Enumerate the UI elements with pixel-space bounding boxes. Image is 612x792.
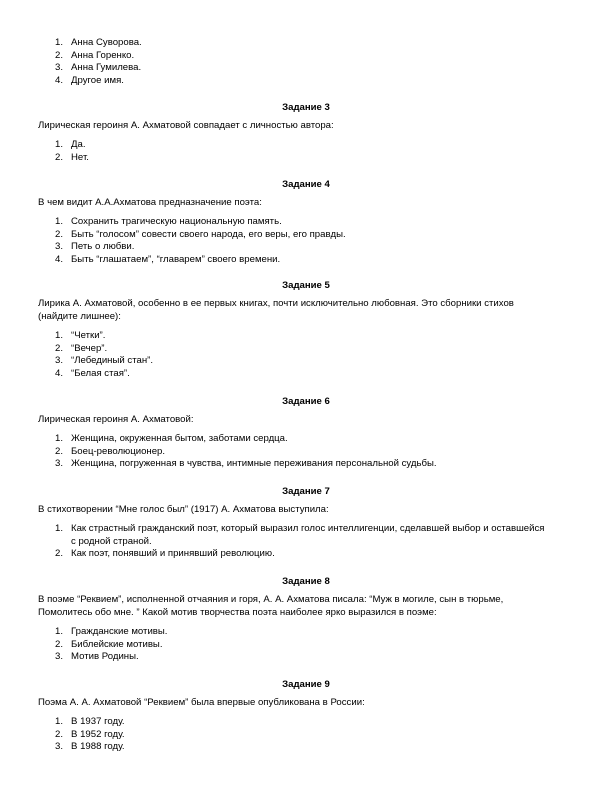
item-text: Анна Горенко. [71,50,135,61]
list-item [55,626,167,639]
task-question: В поэме “Реквием”, исполненной отчаяния и горя, А. А. Ахматова писала: “Муж в могиле, сын в тюрьме, [38,594,504,605]
item-text: Как страстный гражданский поэт, который выразил голос интеллигенции, сделавшей выбор и оставшейся [71,523,545,534]
item-text: В 1937 году. [71,716,125,727]
list-item [55,639,163,652]
list-item [55,62,141,75]
list-item [55,523,545,536]
item-text: Анна Суворова. [71,37,142,48]
list-item [55,139,86,152]
item-number: 3. [55,741,64,752]
list-item [55,343,107,356]
task-heading: Задание 8 [282,576,330,587]
task-question: Поэма А. А. Ахматовой “Реквием” была впервые опубликована в России: [38,697,365,708]
task-question: Лирическая героиня А. Ахматовой совпадает с личностью автора: [38,120,334,131]
item-number: 4. [55,254,64,265]
item-number: 2. [55,729,64,740]
list-item [55,330,105,343]
task-question: В чем видит А.А.Ахматова предназначение поэта: [38,197,262,208]
task-question-continued: (найдите лишнее): [38,311,121,322]
list-item [55,152,89,165]
item-text-continued: с родной страной. [71,536,152,547]
list-item [55,254,280,267]
task-heading: Задание 5 [282,280,330,291]
task-heading: Задание 4 [282,179,330,190]
item-number: 1. [55,626,64,637]
item-text: В 1988 году. [71,741,125,752]
item-text: Мотив Родины. [71,651,139,662]
item-text: Да. [71,139,86,150]
task-question-continued: Помолитесь обо мне. ” Какой мотив творчества поэта наиболее ярко выразился в поэме: [38,607,437,618]
item-text: Боец-революционер. [71,446,166,457]
item-text: Петь о любви. [71,241,135,252]
list-item [55,458,437,471]
item-number: 2. [55,446,64,457]
item-number: 4. [55,75,64,86]
list-item [55,50,134,63]
item-text: Сохранить трагическую национальную память. [71,216,282,227]
item-number: 2. [55,50,64,61]
list-item [55,548,275,561]
item-number: 1. [55,37,64,48]
list-item [55,651,139,664]
item-number: 3. [55,241,64,252]
task-heading: Задание 3 [282,102,330,113]
item-number: 2. [55,639,64,650]
item-text: Быть “голосом” совести своего народа, его веры, его правды. [71,229,346,240]
task-heading: Задание 7 [282,486,330,497]
task-question: В стихотворении “Мне голос был” (1917) А. Ахматова выступила: [38,504,329,515]
item-text: Библейские мотивы. [71,639,163,650]
task-question: Лирическая героиня А. Ахматовой: [38,414,194,425]
item-text: Женщина, погруженная в чувства, интимные переживания персональной судьбы. [71,458,437,469]
item-text: В 1952 году. [71,729,125,740]
item-number: 2. [55,343,64,354]
item-text: Другое имя. [71,75,124,86]
item-text: “Белая стая”. [71,368,130,379]
item-number: 2. [55,229,64,240]
item-text: Быть “глашатаем”, “главарем” своего времени. [71,254,281,265]
item-number: 1. [55,433,64,444]
list-item [55,729,125,742]
item-number: 1. [55,716,64,727]
list-item [55,216,282,229]
task-heading: Задание 9 [282,679,330,690]
item-number: 1. [55,523,64,534]
item-number: 4. [55,368,64,379]
list-item [55,741,125,754]
item-text: Нет. [71,152,89,163]
item-number: 3. [55,62,64,73]
item-text: Как поэт, понявший и принявший революцию. [71,548,275,559]
list-item [55,355,153,368]
item-text: Женщина, окруженная бытом, заботами сердца. [71,433,288,444]
item-text: Анна Гумилева. [71,62,142,73]
item-text: “Вечер”. [71,343,108,354]
item-number: 2. [55,152,64,163]
list-item [55,716,125,729]
list-item [55,229,346,242]
item-number: 3. [55,355,64,366]
item-text: Гражданские мотивы. [71,626,168,637]
task-question: Лирика А. Ахматовой, особенно в ее первых книгах, почти исключительно любовная. Это сборники стихов [38,298,514,309]
item-number: 3. [55,651,64,662]
item-text: “Четки”. [71,330,106,341]
item-number: 1. [55,216,64,227]
list-item [55,433,288,446]
item-number: 1. [55,330,64,341]
list-item [55,75,124,88]
item-number: 1. [55,139,64,150]
item-number: 3. [55,458,64,469]
task-heading: Задание 6 [282,396,330,407]
item-text: “Лебединый стан”. [71,355,153,366]
list-item [55,446,165,459]
list-item [55,368,130,381]
item-number: 2. [55,548,64,559]
list-item [55,241,134,254]
list-item [55,37,142,50]
